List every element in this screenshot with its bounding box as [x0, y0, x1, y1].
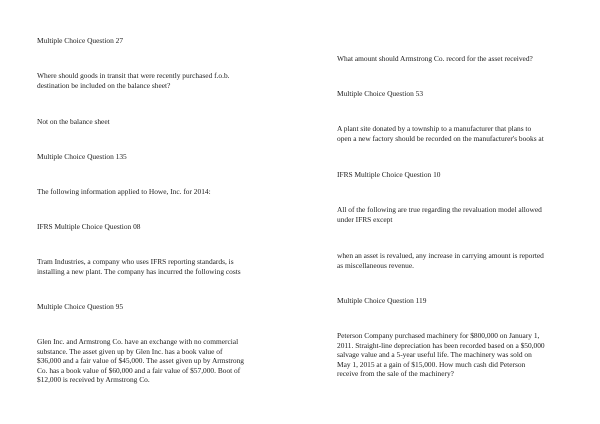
question-heading-135: Multiple Choice Question 135: [37, 152, 127, 161]
question-text-plant-site: A plant site donated by a township to a manufacturer that plans to open a new factory should be recorded on the manufacturer's books at: [337, 124, 544, 143]
question-text-peterson-company: Peterson Company purchased machinery for $800,000 on January 1, 2011. Straight-line depreciation has been recorded based on a $50,000 salvage value and a 5-year useful life. The machinery was sold on May 1, 2015 at a gain of $15,000. How much cash did Peterson receive from the sale of the machinery?: [337, 331, 545, 379]
answer-text-not-on-balance-sheet: Not on the balance sheet: [37, 117, 110, 126]
answer-text-revaluation: when an asset is revalued, any increase in carrying amount is reported as miscellaneous revenue.: [337, 251, 544, 270]
question-heading-95: Multiple Choice Question 95: [37, 302, 124, 311]
question-heading-53: Multiple Choice Question 53: [337, 89, 424, 98]
question-text-tram-industries: Tram Industries, a company who uses IFRS reporting standards, is installing a new plant. The company has incurred the following costs: [37, 257, 241, 276]
question-heading-ifrs-10: IFRS Multiple Choice Question 10: [337, 170, 441, 179]
question-text-glen-armstrong: Glen Inc. and Armstrong Co. have an exchange with no commercial substance. The asset given up by Glen Inc. has a book value of $36,000 and a fair value of $45,000. The asset given up by Armstrong Co. has a book value of $60,000 and a fair value of $57,000. Boot of $12,000 is received by Armstrong Co.: [37, 337, 244, 385]
question-text-howe-inc: The following information applied to Howe, Inc. for 2014:: [37, 187, 211, 196]
question-heading-119: Multiple Choice Question 119: [337, 296, 427, 305]
question-heading-ifrs-08: IFRS Multiple Choice Question 08: [37, 222, 141, 231]
question-text-armstrong-amount: What amount should Armstrong Co. record for the asset received?: [337, 54, 533, 63]
question-text-revaluation-model: All of the following are true regarding the revaluation model allowed under IFRS except: [337, 205, 542, 224]
question-text-goods-in-transit: Where should goods in transit that were recently purchased f.o.b. destination be included on the balance sheet?: [37, 71, 230, 90]
question-heading-27: Multiple Choice Question 27: [37, 36, 124, 45]
